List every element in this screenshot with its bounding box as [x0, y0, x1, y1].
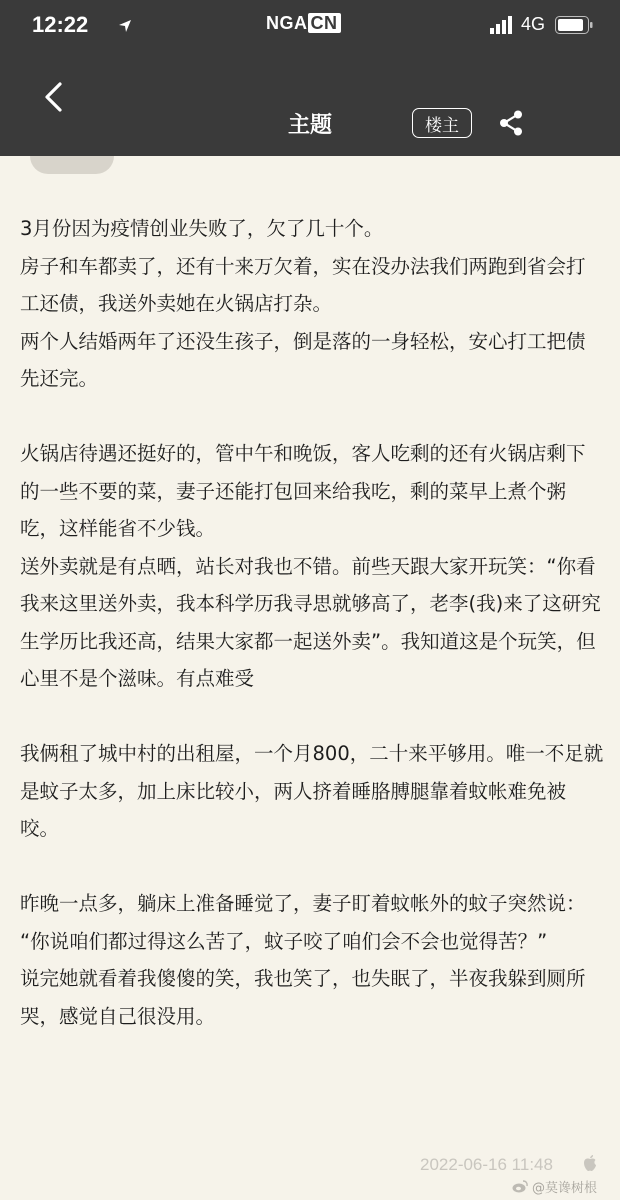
post-line: 昨晚一点多，躺床上准备睡觉了，妻子盯着蚊帐外的蚊子突然说：: [20, 892, 586, 915]
post-content: [20, 210, 604, 1035]
network-type: 4G: [521, 14, 546, 34]
apple-logo-icon: [582, 1154, 598, 1172]
post-timestamp: 2022-06-16 11:48: [420, 1155, 553, 1174]
back-chevron-icon: [42, 81, 64, 113]
logo-main: NGA: [266, 13, 308, 33]
post-line: 火锅店待遇还挺好的，管中午和晚饭，客人吃剩的还有火锅店剩下的一些不要的菜，妻子还能打包回来给我吃，剩的菜早上煮个粥吃，这样能省不少钱。: [20, 442, 586, 540]
weibo-logo-icon: [512, 1180, 528, 1193]
post-line: 我俩租了城中村的出租屋，一个月800，二十来平够用。唯一不足就是蚊子太多，加上床比较小，两人挤着睡胳膊腿靠着蚊帐难免被咬。: [20, 742, 604, 840]
nav-title: 主题: [287, 113, 332, 138]
status-time: 12:22: [32, 12, 89, 37]
watermark-credit-text: @莫谗树根: [532, 1181, 598, 1196]
paragraph-spacer: [20, 698, 604, 736]
op-filter-button[interactable]: [412, 108, 472, 138]
nav-bar: [0, 52, 620, 156]
paragraph-group: [20, 885, 604, 1035]
post-line: 送外卖就是有点晒，站长对我也不错。前些天跟大家开玩笑：“你看我来这里送外卖，我本科学历我寻思就够高了，老李(我)来了这研究生学历比我还高，结果大家都一起送外卖”。我知道这是个玩笑，但心里不是个滋味。有点难受: [20, 554, 601, 690]
post-line: 说完她就看着我傻傻的笑，我也笑了，也失眠了，半夜我躲到厕所哭，感觉自己很没用。: [20, 967, 586, 1028]
paragraph-spacer: [20, 848, 604, 886]
post-line: 房子和车都卖了，还有十来万欠着，实在没办法我们两跑到省会打工还债，我送外卖她在火锅店打杂。: [20, 254, 586, 315]
share-icon: [497, 109, 525, 137]
location-arrow-icon: [117, 18, 133, 34]
watermark-credit: [512, 1177, 597, 1196]
battery-icon: [555, 16, 593, 34]
op-filter-label: 楼主: [425, 115, 459, 136]
share-button[interactable]: [494, 106, 528, 140]
paragraph-group: [20, 735, 604, 848]
paragraph-group: [20, 435, 604, 698]
back-button[interactable]: [30, 74, 76, 120]
post-line: “你说咱们都过得这么苦了，蚊子咬了咱们会不会也觉得苦？”: [20, 929, 548, 953]
app-logo: [266, 13, 341, 34]
paragraph-spacer: [20, 398, 604, 436]
signal-bars-icon: [490, 16, 514, 34]
post-line: 3月份因为疫情创业失败了，欠了几十个。: [20, 217, 384, 240]
status-bar: [0, 0, 620, 52]
logo-suffix: CN: [308, 13, 341, 33]
post-line: 两个人结婚两年了还没生孩子，倒是落的一身轻松，安心打工把债先还完。: [20, 329, 586, 390]
avatar: [30, 156, 114, 174]
paragraph-group: [20, 210, 604, 398]
